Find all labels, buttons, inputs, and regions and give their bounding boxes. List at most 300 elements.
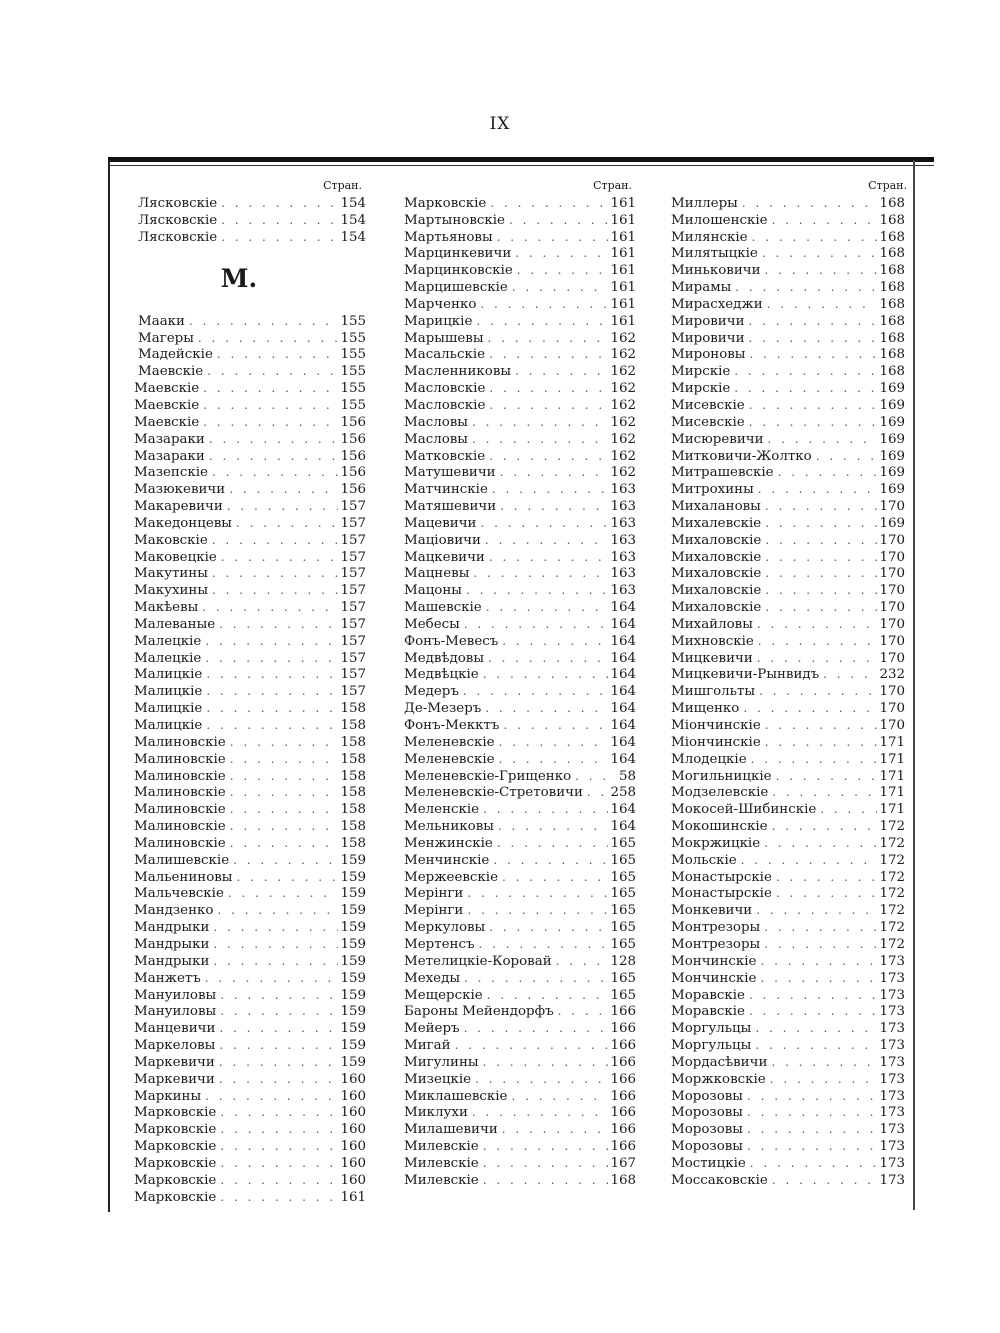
- entry-name: Моравскіе: [671, 1004, 745, 1020]
- index-entry: [671, 414, 909, 431]
- entry-page-number: 169: [879, 515, 905, 531]
- index-entry: [134, 885, 374, 902]
- dot-leader: [485, 549, 608, 566]
- entry-page-number: 164: [610, 718, 636, 733]
- index-entry: [404, 414, 644, 431]
- dot-leader: [205, 431, 338, 448]
- index-entry: [404, 751, 644, 768]
- entry-page-number: 156: [340, 465, 366, 481]
- index-entry: [671, 1104, 909, 1121]
- entry-name: Маевскіе: [134, 381, 200, 397]
- entry-name: Мацоны: [404, 583, 462, 599]
- dot-leader: [202, 666, 338, 683]
- dot-leader: [215, 616, 338, 633]
- entry-page-number: 161: [610, 280, 636, 296]
- entry-name: Лясковскіе: [138, 212, 218, 228]
- dot-leader: [463, 902, 608, 919]
- entry-page-number: 166: [610, 1038, 636, 1054]
- entry-page-number: 164: [610, 819, 636, 835]
- entry-page-number: 172: [879, 886, 905, 902]
- index-entry: [671, 818, 909, 835]
- index-entry: [404, 279, 644, 296]
- index-entry: [134, 195, 374, 212]
- dot-leader: [202, 700, 338, 717]
- dot-leader: [468, 414, 608, 431]
- index-entry: [404, 296, 644, 313]
- entry-name: Марковскіе: [404, 195, 487, 211]
- dot-leader: [761, 262, 877, 279]
- entry-page-number: 157: [340, 549, 366, 565]
- index-entry: [671, 1088, 909, 1105]
- index-entry: [134, 380, 374, 397]
- index-entry: [134, 549, 374, 566]
- entry-name: Малиновскіе: [134, 751, 226, 767]
- dot-leader: [758, 245, 877, 262]
- index-entry: [404, 431, 644, 448]
- entry-name: Мальениновы: [134, 869, 233, 885]
- entry-page-number: 156: [340, 414, 366, 430]
- entry-page-number: 161: [340, 1189, 366, 1205]
- entry-page-number: 173: [879, 1172, 905, 1188]
- entry-name: Мерінги: [404, 903, 464, 919]
- entry-page-number: 163: [610, 583, 636, 599]
- index-entry: [134, 1037, 374, 1054]
- entry-name: Бароны Мейендорфъ: [404, 1004, 554, 1020]
- index-entry: [671, 970, 909, 987]
- index-entry: [671, 650, 909, 667]
- index-entry: [404, 448, 644, 465]
- index-entry: [404, 195, 644, 212]
- entry-name: Міончинскіе: [671, 718, 761, 733]
- dot-leader: [774, 464, 877, 481]
- dot-leader: [479, 1172, 608, 1189]
- index-entry: [134, 970, 374, 987]
- dot-leader: [481, 700, 608, 717]
- entry-page-number: 172: [879, 903, 905, 919]
- dot-leader: [209, 936, 338, 953]
- index-entry: [404, 1155, 644, 1172]
- entry-name: Марицкіе: [404, 313, 473, 329]
- entry-name: Малиновскіе: [134, 835, 226, 851]
- entry-page-number: 157: [340, 566, 366, 582]
- entry-name: Марцинковскіе: [404, 263, 513, 279]
- dot-leader: [224, 885, 338, 902]
- entry-page-number: 157: [340, 616, 366, 632]
- entry-name: Милевскіе: [404, 1139, 479, 1155]
- entry-page-number: 165: [610, 987, 636, 1003]
- entry-name: Морозовы: [671, 1088, 743, 1104]
- dot-leader: [819, 666, 877, 683]
- dot-leader: [505, 212, 608, 229]
- entry-page-number: 161: [610, 263, 636, 279]
- dot-leader: [493, 835, 608, 852]
- entry-page-number: 168: [879, 364, 905, 380]
- entry-name: Мещерскіе: [404, 987, 483, 1003]
- entry-page-number: 163: [610, 566, 636, 582]
- entry-page-number: 162: [610, 364, 636, 380]
- section-letter-heading: М.: [220, 263, 258, 293]
- entry-page-number: 168: [879, 212, 905, 228]
- index-entry: [671, 1121, 909, 1138]
- dot-leader: [482, 599, 608, 616]
- entry-name: Монастырскіе: [671, 869, 772, 885]
- entry-name: Манжетъ: [134, 970, 201, 986]
- entry-page-number: 164: [610, 734, 636, 750]
- dot-leader: [463, 885, 608, 902]
- entry-page-number: 155: [340, 313, 366, 329]
- index-entry: [671, 801, 909, 818]
- index-entry: [671, 835, 909, 852]
- dot-leader: [213, 346, 338, 363]
- entry-page-number: 158: [340, 819, 366, 835]
- index-entry: [404, 953, 644, 970]
- index-entry: [404, 549, 644, 566]
- index-entry: [671, 481, 909, 498]
- entry-page-number: 159: [340, 920, 366, 936]
- entry-page-number: 154: [340, 229, 366, 245]
- dot-leader: [201, 1088, 338, 1105]
- dot-leader: [202, 683, 338, 700]
- entry-page-number: 157: [340, 499, 366, 515]
- dot-leader: [754, 481, 877, 498]
- entry-page-number: 170: [879, 549, 905, 565]
- index-entry: [134, 768, 374, 785]
- index-entry: [671, 1020, 909, 1037]
- entry-page-number: 173: [879, 987, 905, 1003]
- entry-name: Мельниковы: [404, 819, 494, 835]
- index-entry: [671, 683, 909, 700]
- entry-name: Миньковичи: [671, 263, 761, 279]
- entry-page-number: 165: [610, 936, 636, 952]
- dot-leader: [462, 582, 608, 599]
- index-entry: [134, 919, 374, 936]
- dot-leader: [748, 229, 877, 246]
- entry-page-number: 164: [610, 701, 636, 717]
- index-entry: [671, 784, 909, 801]
- index-entry: [671, 919, 909, 936]
- entry-page-number: 170: [879, 583, 905, 599]
- dot-leader: [216, 1189, 338, 1206]
- index-entry: [404, 1037, 644, 1054]
- index-entry: [404, 633, 644, 650]
- index-entry: [134, 801, 374, 818]
- entry-page-number: 164: [610, 633, 636, 649]
- dot-leader: [513, 262, 608, 279]
- column-entries: [404, 195, 644, 1189]
- dot-leader: [199, 414, 338, 431]
- index-entry: [404, 212, 644, 229]
- index-entry: [671, 296, 909, 313]
- entry-page-number: 162: [610, 414, 636, 430]
- index-entry: [404, 464, 644, 481]
- entry-page-number: 166: [610, 1088, 636, 1104]
- entry-name: Меленевскіе-Грищенко: [404, 768, 572, 784]
- index-entry: [404, 346, 644, 363]
- entry-name: Меленевскіе: [404, 751, 495, 767]
- entry-page-number: 155: [340, 330, 366, 346]
- entry-name: Милевскіе: [404, 1155, 479, 1171]
- dot-leader: [476, 296, 608, 313]
- dot-leader: [232, 515, 338, 532]
- entry-page-number: 160: [340, 1122, 366, 1138]
- dot-leader: [772, 768, 877, 785]
- dot-leader: [226, 784, 338, 801]
- index-entry: [404, 229, 644, 246]
- entry-page-number: 165: [610, 903, 636, 919]
- index-entry: [671, 616, 909, 633]
- index-entry: [404, 599, 644, 616]
- entry-name: Михновскіе: [671, 633, 754, 649]
- entry-page-number: 166: [610, 1054, 636, 1070]
- index-entry: [134, 1054, 374, 1071]
- entry-page-number: 157: [340, 684, 366, 700]
- entry-name: Меленскіе: [404, 802, 480, 818]
- index-entry: [671, 953, 909, 970]
- entry-name: Масловскіе: [404, 381, 486, 397]
- entry-name: Мирасхеджи: [671, 296, 763, 312]
- index-entry: [404, 363, 644, 380]
- entry-name: Моржковскіе: [671, 1071, 766, 1087]
- entry-page-number: 167: [610, 1155, 636, 1171]
- entry-page-number: 168: [879, 280, 905, 296]
- index-entry: [404, 616, 644, 633]
- entry-page-number: 171: [879, 768, 905, 784]
- dot-leader: [511, 363, 608, 380]
- entry-page-number: 155: [340, 347, 366, 363]
- entry-page-number: 162: [610, 448, 636, 464]
- entry-page-number: 172: [879, 819, 905, 835]
- dot-leader: [761, 515, 877, 532]
- dot-leader: [745, 313, 877, 330]
- entry-page-number: 168: [879, 246, 905, 262]
- entry-page-number: 155: [340, 381, 366, 397]
- entry-name: Милевскіе: [404, 1172, 479, 1188]
- index-entry: [671, 532, 909, 549]
- entry-page-number: 165: [610, 886, 636, 902]
- entry-name: Мартыновскіе: [404, 212, 505, 228]
- entry-page-number: 160: [340, 1071, 366, 1087]
- dot-leader: [215, 1020, 338, 1037]
- entry-name: Меленевскіе-Стретовичи: [404, 785, 583, 801]
- index-entry: [671, 1155, 909, 1172]
- index-entry: [134, 330, 374, 347]
- column-header: Стран.: [593, 179, 632, 192]
- dot-leader: [203, 363, 338, 380]
- index-entry: [671, 1003, 909, 1020]
- entry-name: Манцевичи: [134, 1021, 216, 1037]
- column-entries: [671, 195, 909, 1189]
- entry-name: Михаловскіе: [671, 549, 762, 565]
- entry-name: Миклухи: [404, 1105, 468, 1121]
- index-entry: [671, 666, 909, 683]
- index-entry: [134, 212, 374, 229]
- dot-leader: [201, 650, 338, 667]
- entry-name: Медвѣдовы: [404, 650, 484, 666]
- dot-leader: [730, 363, 877, 380]
- entry-name: Мартьяновы: [404, 229, 493, 245]
- entry-page-number: 169: [879, 482, 905, 498]
- entry-name: Мостицкіе: [671, 1155, 746, 1171]
- entry-name: Мандрыки: [134, 920, 210, 936]
- entry-page-number: 166: [610, 1004, 636, 1020]
- entry-page-number: 165: [610, 920, 636, 936]
- entry-name: Мончинскіе: [671, 970, 757, 986]
- dot-leader: [816, 801, 877, 818]
- entry-page-number: 165: [610, 970, 636, 986]
- dot-leader: [485, 448, 608, 465]
- dot-leader: [460, 616, 608, 633]
- index-entry: [134, 666, 374, 683]
- entry-name: Михаловскіе: [671, 532, 762, 548]
- entry-name: Мировичи: [671, 313, 745, 329]
- entry-page-number: 169: [879, 431, 905, 447]
- entry-name: Могильницкіе: [671, 768, 772, 784]
- entry-name: Маевскіе: [138, 364, 204, 380]
- entry-page-number: 164: [610, 802, 636, 818]
- dot-leader: [756, 953, 877, 970]
- entry-page-number: 162: [610, 465, 636, 481]
- dot-leader: [201, 970, 338, 987]
- dot-leader: [232, 869, 338, 886]
- dot-leader: [485, 346, 608, 363]
- entry-page-number: 168: [879, 347, 905, 363]
- index-entry: [404, 650, 644, 667]
- entry-page-number: 154: [340, 195, 366, 211]
- index-entry: [134, 431, 374, 448]
- entry-name: Масленниковы: [404, 364, 512, 380]
- entry-name: Машевскіе: [404, 600, 482, 616]
- entry-page-number: 155: [340, 397, 366, 413]
- entry-page-number: 128: [610, 953, 636, 969]
- entry-name: Михаловскіе: [671, 566, 762, 582]
- dot-leader: [215, 1037, 338, 1054]
- entry-page-number: 164: [610, 667, 636, 683]
- entry-name: Марцинкевичи: [404, 246, 512, 262]
- dot-leader: [483, 987, 608, 1004]
- entry-name: Малеваные: [134, 616, 216, 632]
- dot-leader: [226, 801, 338, 818]
- dot-leader: [205, 448, 338, 465]
- entry-name: Малицкіе: [134, 684, 203, 700]
- entry-page-number: 162: [610, 347, 636, 363]
- entry-name: Малиновскіе: [134, 819, 226, 835]
- dot-leader: [216, 987, 338, 1004]
- dot-leader: [511, 245, 608, 262]
- dot-leader: [476, 515, 608, 532]
- entry-name: Медвѣцкіе: [404, 667, 479, 683]
- entry-name: Масловскіе: [404, 397, 486, 413]
- index-entry: [404, 1054, 644, 1071]
- dot-leader: [745, 397, 877, 414]
- entry-page-number: 164: [610, 600, 636, 616]
- entry-page-number: 154: [340, 212, 366, 228]
- entry-page-number: 168: [879, 195, 905, 211]
- entry-page-number: 161: [610, 229, 636, 245]
- entry-name: Масальскіе: [404, 347, 486, 363]
- entry-name: Мацкевичи: [404, 549, 485, 565]
- entry-page-number: 166: [610, 1139, 636, 1155]
- entry-page-number: 160: [340, 1155, 366, 1171]
- dot-leader: [488, 481, 608, 498]
- dot-leader: [764, 431, 877, 448]
- index-entry: [671, 380, 909, 397]
- index-entry: [404, 970, 644, 987]
- dot-leader: [737, 852, 877, 869]
- dot-leader: [768, 784, 877, 801]
- index-entry: [404, 1071, 644, 1088]
- index-entry: [134, 1071, 374, 1088]
- entry-page-number: 170: [879, 633, 905, 649]
- entry-name: Менжинскіе: [404, 835, 493, 851]
- dot-leader: [216, 1155, 338, 1172]
- entry-page-number: 161: [610, 195, 636, 211]
- dot-leader: [460, 970, 608, 987]
- dot-leader: [226, 751, 338, 768]
- entry-page-number: 58: [618, 768, 636, 784]
- entry-page-number: 159: [340, 1054, 366, 1070]
- entry-name: Маковецкіе: [134, 549, 217, 565]
- dot-leader: [761, 498, 877, 515]
- index-entry: [671, 229, 909, 246]
- index-entry: [671, 313, 909, 330]
- dot-leader: [743, 1104, 877, 1121]
- entry-name: Мольскіе: [671, 852, 737, 868]
- index-entry: [134, 1003, 374, 1020]
- dot-leader: [213, 902, 338, 919]
- entry-name: Медеръ: [404, 684, 459, 700]
- dot-leader: [209, 953, 338, 970]
- entry-name: Мебесы: [404, 616, 460, 632]
- entry-name: Марченко: [404, 296, 477, 312]
- dot-leader: [496, 498, 608, 515]
- entry-page-number: 159: [340, 886, 366, 902]
- entry-page-number: 160: [340, 1088, 366, 1104]
- index-entry: [671, 902, 909, 919]
- entry-page-number: 159: [340, 987, 366, 1003]
- entry-name: Марцишевскіе: [404, 280, 508, 296]
- dot-leader: [498, 869, 608, 886]
- entry-name: Марковскіе: [134, 1105, 217, 1121]
- entry-name: Мерінги: [404, 886, 464, 902]
- dot-leader: [552, 953, 608, 970]
- entry-name: Марышевы: [404, 330, 484, 346]
- index-entry: [134, 751, 374, 768]
- entry-page-number: 170: [879, 532, 905, 548]
- entry-name: Митрашевскіе: [671, 465, 774, 481]
- index-entry: [404, 245, 644, 262]
- index-entry: [404, 313, 644, 330]
- index-entry: [134, 565, 374, 582]
- entry-page-number: 173: [879, 1054, 905, 1070]
- entry-name: Маковскіе: [134, 532, 208, 548]
- dot-leader: [201, 633, 338, 650]
- entry-page-number: 169: [879, 381, 905, 397]
- dot-leader: [745, 1003, 877, 1020]
- index-entry: [404, 1138, 644, 1155]
- entry-page-number: 173: [879, 953, 905, 969]
- index-entry: [134, 1172, 374, 1189]
- entries-after-section: [134, 313, 374, 1206]
- dot-leader: [223, 498, 338, 515]
- dot-leader: [217, 549, 338, 566]
- index-entry: [404, 582, 644, 599]
- right-border-line: [913, 160, 915, 1210]
- index-entry: [404, 498, 644, 515]
- entry-page-number: 157: [340, 650, 366, 666]
- entry-name: Мокосей-Шибинскіе: [671, 802, 817, 818]
- dot-leader: [495, 734, 608, 751]
- index-entry: [134, 902, 374, 919]
